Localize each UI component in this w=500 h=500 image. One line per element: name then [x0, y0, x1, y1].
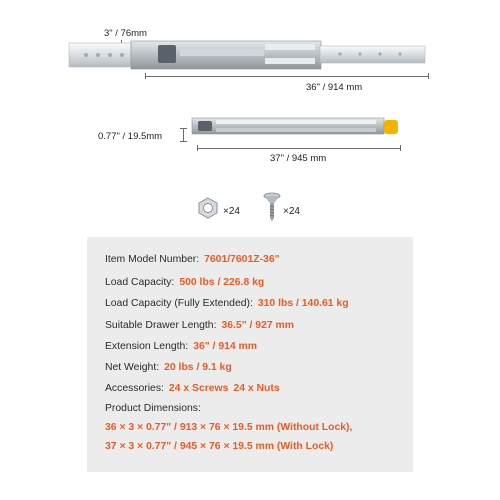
- screw-quantity: ×24: [283, 206, 300, 217]
- dim-cap-right: [428, 73, 429, 79]
- extended-slide-rail: [60, 38, 455, 78]
- spec-accessories: [105, 383, 280, 394]
- spec-value: 36" / 914 mm: [193, 341, 258, 352]
- thickness-label: 0.77" / 19.5mm: [98, 131, 163, 142]
- screw-icon: [262, 192, 282, 222]
- spec-label: Accessories:: [105, 383, 164, 394]
- closed-length-label: 37" / 945 mm: [270, 153, 327, 164]
- spec-label: Load Capacity:: [105, 277, 175, 288]
- hex-nut-icon: [196, 196, 220, 220]
- spec-load-capacity-extended: [105, 298, 349, 309]
- spec-value: 7601/7601Z-36": [204, 254, 280, 265]
- spec-load-capacity: [105, 277, 264, 288]
- spec-net-weight: [105, 362, 232, 373]
- spec-model: [105, 254, 280, 265]
- dim-cap-left: [145, 73, 146, 79]
- spec-value: 24 x Screws: [168, 383, 229, 394]
- extended-length-label: 36" / 914 mm: [306, 82, 363, 93]
- spec-dimensions-line1: [105, 422, 352, 433]
- closed-slide-rail: [190, 114, 410, 140]
- spec-drawer-length: [105, 320, 294, 331]
- spec-label: Extension Length:: [105, 341, 189, 352]
- dim-cap-left: [197, 145, 198, 151]
- spec-value: 20 lbs / 9.1 kg: [164, 362, 232, 373]
- dim-cap-right: [400, 145, 401, 151]
- extended-dim-line: [145, 76, 428, 77]
- thickness-marker: [180, 128, 187, 142]
- spec-value: 37 × 3 × 0.77" / 945 × 76 × 19.5 mm (With Lock): [105, 441, 334, 452]
- spec-label: Item Model Number:: [105, 254, 200, 265]
- spec-value: 36.5" / 927 mm: [221, 320, 294, 331]
- spec-dimensions-line2: [105, 441, 333, 452]
- spec-dimensions-label: [105, 403, 201, 414]
- spec-label: Load Capacity (Fully Extended):: [105, 298, 253, 309]
- specifications-panel: [87, 237, 413, 472]
- spec-label: Net Weight:: [105, 362, 160, 373]
- nut-quantity: ×24: [223, 206, 240, 217]
- spec-label: Suitable Drawer Length:: [105, 320, 217, 331]
- bracket-length-label: 3" / 76mm: [104, 28, 147, 39]
- spec-value: 36 × 3 × 0.77" / 913 × 76 × 19.5 mm (Without Lock),: [105, 422, 353, 433]
- spec-value: 24 x Nuts: [233, 383, 280, 394]
- spec-label: Product Dimensions:: [105, 403, 201, 414]
- spec-value: 500 lbs / 226.8 kg: [179, 277, 265, 288]
- spec-value: 310 lbs / 140.61 kg: [257, 298, 349, 309]
- spec-extension-length: [105, 341, 257, 352]
- closed-dim-line: [197, 148, 400, 149]
